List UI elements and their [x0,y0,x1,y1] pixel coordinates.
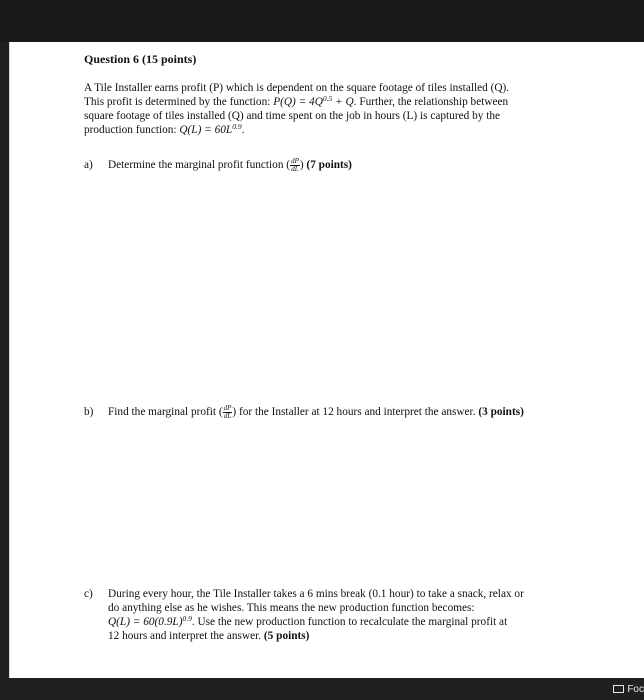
focus-button[interactable] [613,682,644,696]
part-c-line-2: do anything else as he wishes. This means the new production function becomes: [108,602,475,614]
part-a-text: Determine the marginal profit function ( [108,159,291,172]
part-c-line-4: 12 hours and interpret the answer. [108,630,264,642]
profit-function-tail: + Q [332,96,354,108]
bottom-toolbar [0,678,644,700]
intro-line-3: square footage of tiles installed (Q) and time spent on the job in hours (L) is captured by the [84,110,500,122]
part-c-formula-exponent: 0.9 [182,614,192,623]
profit-function-exponent: 0.5 [322,94,333,103]
part-b-fraction-numerator: dP [223,404,232,412]
part-b-text2: for the Installer at 12 hours and interpret the answer. [236,406,479,419]
focus-icon [613,685,624,693]
production-function [179,124,241,136]
part-c-line-3: . Use the new production function to recalculate the marginal profit at [191,616,508,628]
part-c [84,587,574,643]
part-b-fraction [223,405,233,420]
part-c-label: c) [84,588,93,600]
intro-line-4b: . [241,124,245,136]
part-b [84,405,574,420]
top-bar [0,0,644,42]
question-title: Question 6 (15 points) [84,52,197,66]
document-page [9,42,644,678]
part-b-fraction-denominator: dL [223,412,232,420]
part-c-line-1: During every hour, the Tile Installer takes a 6 mins break (0.1 hour) to take a snack, relax or [108,588,524,600]
left-margin-strip [0,42,9,678]
part-c-points: (5 points) [263,630,310,642]
profit-function-base: P(Q) = 4Q [273,96,323,108]
production-function-exponent: 0.9 [232,122,242,131]
part-a-fraction-numerator: dP [291,157,299,165]
part-a-fraction [290,158,300,173]
intro-line-4a: production function: [84,124,180,136]
part-a-fraction-denominator: dL [291,165,299,173]
part-a-close: ) [299,159,304,172]
part-b-body [108,405,574,420]
part-a-body [108,158,574,173]
production-function-base: Q(L) = 60L [179,124,233,136]
part-c-formula-base: Q(L) = 60(0.9L) [108,616,183,628]
part-c-body [108,587,574,643]
part-b-close: ) [232,406,237,419]
intro-line-2a: This profit is determined by the function: [84,96,274,108]
part-b-label: b) [84,406,94,418]
part-a-points: (7 points) [303,159,352,172]
intro-line-2b: . Further, the relationship between [353,96,509,108]
part-c-formula [108,616,192,628]
part-a [84,158,574,173]
part-b-points: (3 points) [478,406,524,419]
part-b-text: Find the marginal profit ( [108,406,223,419]
focus-label: Foc [627,683,644,695]
intro-line-1: A Tile Installer earns profit (P) which is dependent on the square footage of tiles installed (Q). [84,82,510,94]
part-a-label: a) [84,159,93,171]
question-block [84,52,574,137]
profit-function [273,96,353,108]
question-intro [84,81,574,137]
